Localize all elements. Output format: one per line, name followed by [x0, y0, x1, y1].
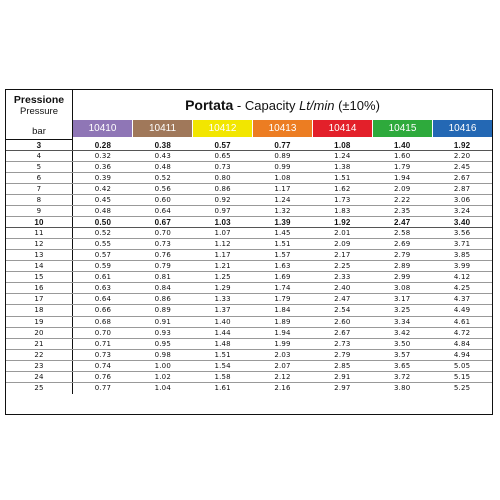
capacity-cell: 0.77 [274, 140, 291, 150]
table-row [6, 184, 492, 195]
table-row [6, 261, 492, 272]
capacity-cell: 4.94 [453, 350, 471, 359]
capacity-title-rest: - Capacity [233, 97, 300, 113]
capacity-cell: 0.77 [94, 384, 112, 393]
capacity-cell: 3.24 [453, 207, 471, 216]
capacity-cell: 2.69 [394, 240, 411, 249]
capacity-cell: 3.99 [453, 262, 471, 271]
capacity-cell: 0.73 [94, 350, 112, 359]
capacity-cell: 1.44 [214, 328, 231, 337]
capacity-cell: 1.37 [214, 306, 231, 315]
nozzle-header-10411: 10411 [133, 120, 192, 137]
capacity-cell: 0.80 [214, 174, 231, 183]
capacity-cell: 0.91 [154, 317, 171, 326]
capacity-cell: 1.84 [274, 306, 291, 315]
capacity-cell: 0.55 [94, 240, 112, 249]
table-row [6, 294, 492, 305]
capacity-cell: 1.61 [214, 384, 231, 393]
capacity-cell: 4.72 [453, 328, 471, 337]
capacity-cell: 4.61 [453, 317, 471, 326]
capacity-cell: 0.56 [154, 185, 171, 194]
pressure-cell: 8 [6, 195, 73, 205]
table-row [6, 217, 492, 228]
capacity-cell: 1.74 [274, 284, 291, 293]
capacity-cell: 1.99 [274, 339, 291, 348]
capacity-cell: 0.71 [94, 339, 112, 348]
capacity-cell: 0.48 [154, 163, 171, 172]
capacity-cell: 1.83 [334, 207, 351, 216]
table-row [6, 383, 492, 394]
capacity-cell: 1.32 [274, 207, 291, 216]
capacity-cell: 2.12 [274, 372, 291, 381]
capacity-cell: 1.12 [214, 240, 231, 249]
table-row [6, 239, 492, 250]
nozzle-header-10415: 10415 [373, 120, 432, 137]
nozzle-header-10416: 10416 [433, 120, 492, 137]
capacity-cell: 1.51 [334, 174, 351, 183]
capacity-cell: 0.79 [154, 262, 171, 271]
capacity-cell: 1.51 [274, 240, 291, 249]
capacity-cell: 0.39 [94, 174, 112, 183]
capacity-cell: 1.39 [274, 217, 291, 227]
pressure-cell: 5 [6, 162, 73, 172]
capacity-cell: 0.42 [94, 185, 112, 194]
capacity-cell: 2.16 [274, 384, 291, 393]
pressure-cell: 19 [6, 317, 73, 327]
capacity-cell: 1.92 [334, 217, 351, 227]
capacity-cell: 2.87 [453, 185, 471, 194]
capacity-cell: 1.62 [334, 185, 351, 194]
table-row [6, 151, 492, 162]
table-row [6, 272, 492, 283]
pressure-cell: 22 [6, 350, 73, 360]
capacity-cell: 0.95 [154, 339, 171, 348]
capacity-cell: 2.33 [334, 273, 351, 282]
capacity-cell: 2.73 [334, 339, 351, 348]
capacity-cell: 4.84 [453, 339, 471, 348]
table-row [6, 173, 492, 184]
pressure-cell: 18 [6, 305, 73, 315]
capacity-cell: 0.73 [154, 240, 171, 249]
pressure-cell: 4 [6, 151, 73, 161]
nozzle-header-10413: 10413 [253, 120, 312, 137]
capacity-cell: 3.80 [394, 384, 411, 393]
pressure-cell: 11 [6, 228, 73, 238]
capacity-cell: 3.08 [394, 284, 411, 293]
pressure-cell: 12 [6, 239, 73, 249]
capacity-cell: 0.28 [94, 140, 112, 150]
table-row [6, 195, 492, 206]
table-row [6, 361, 492, 372]
capacity-cell: 3.17 [394, 295, 411, 304]
capacity-cell: 1.58 [214, 372, 231, 381]
pressure-cell: 17 [6, 294, 73, 304]
capacity-cell: 1.79 [394, 163, 411, 172]
capacity-cell: 2.25 [334, 262, 351, 271]
capacity-cell: 0.92 [214, 196, 231, 205]
pressure-cell: 9 [6, 206, 73, 216]
table-row [6, 250, 492, 261]
capacity-cell: 0.52 [154, 174, 171, 183]
capacity-cell: 1.29 [214, 284, 231, 293]
pressure-cell: 24 [6, 372, 73, 382]
capacity-cell: 2.09 [334, 240, 351, 249]
nozzle-header-10410: 10410 [73, 120, 132, 137]
table-row [6, 317, 492, 328]
capacity-cell: 1.08 [274, 174, 291, 183]
capacity-cell: 0.65 [214, 152, 231, 161]
capacity-cell: 2.60 [334, 317, 351, 326]
table-row [6, 305, 492, 316]
capacity-cell: 0.86 [214, 185, 231, 194]
capacity-cell: 0.57 [94, 251, 112, 260]
nozzle-header-10414: 10414 [313, 120, 372, 137]
capacity-cell: 0.86 [154, 295, 171, 304]
capacity-title [73, 90, 492, 120]
capacity-cell: 3.40 [453, 217, 471, 227]
capacity-cell: 1.92 [453, 140, 471, 150]
capacity-cell: 5.25 [453, 384, 471, 393]
capacity-cell: 2.45 [453, 163, 471, 172]
capacity-cell: 1.48 [214, 339, 231, 348]
capacity-cell: 2.01 [334, 229, 351, 238]
capacity-cell: 0.93 [154, 328, 171, 337]
capacity-cell: 1.24 [274, 196, 291, 205]
table-row [6, 228, 492, 239]
capacity-cell: 1.17 [214, 251, 231, 260]
table-row [6, 372, 492, 383]
capacity-cell: 2.35 [394, 207, 411, 216]
capacity-cell: 0.70 [94, 328, 112, 337]
capacity-cell: 0.84 [154, 284, 171, 293]
capacity-cell: 4.12 [453, 273, 471, 282]
capacity-cell: 2.20 [453, 152, 471, 161]
capacity-cell: 3.50 [394, 339, 411, 348]
capacity-title-bold: Portata [185, 97, 234, 113]
capacity-cell: 2.91 [334, 372, 351, 381]
capacity-cell: 3.06 [453, 196, 471, 205]
nozzle-header-row [73, 120, 492, 137]
capacity-cell: 2.54 [334, 306, 351, 315]
table-row [6, 140, 492, 151]
capacity-cell: 1.94 [274, 328, 291, 337]
capacity-cell: 0.45 [94, 196, 112, 205]
capacity-cell: 1.79 [274, 295, 291, 304]
capacity-cell: 2.07 [274, 361, 291, 370]
capacity-cell: 0.73 [214, 163, 231, 172]
capacity-cell: 2.97 [334, 384, 351, 393]
capacity-cell: 1.00 [154, 361, 171, 370]
capacity-cell: 0.76 [154, 251, 171, 260]
capacity-cell: 0.76 [94, 372, 112, 381]
table-row [6, 206, 492, 217]
capacity-cell: 3.71 [453, 240, 471, 249]
capacity-cell: 1.54 [214, 361, 231, 370]
capacity-cell: 1.45 [274, 229, 291, 238]
capacity-cell: 1.40 [394, 140, 411, 150]
pressure-cell: 15 [6, 272, 73, 282]
capacity-cell: 4.37 [453, 295, 471, 304]
pressure-cell: 7 [6, 184, 73, 194]
capacity-cell: 0.32 [94, 152, 112, 161]
pressure-title-en: Pressure [19, 106, 58, 117]
capacity-cell: 3.57 [394, 350, 411, 359]
capacity-cell: 2.03 [274, 350, 291, 359]
capacity-cell: 2.22 [394, 196, 411, 205]
nozzle-header-10412: 10412 [193, 120, 252, 137]
pressure-cell: 3 [6, 140, 73, 150]
capacity-cell: 1.04 [154, 384, 171, 393]
capacity-cell: 2.17 [334, 251, 351, 260]
capacity-cell: 0.89 [274, 152, 291, 161]
capacity-cell: 3.85 [453, 251, 471, 260]
table-body [6, 140, 492, 414]
capacity-cell: 0.67 [154, 217, 171, 227]
capacity-cell: 2.89 [394, 262, 411, 271]
pressure-cell: 13 [6, 250, 73, 260]
capacity-cell: 1.03 [214, 217, 231, 227]
capacity-cell: 1.60 [394, 152, 411, 161]
capacity-cell: 0.74 [94, 361, 112, 370]
capacity-cell: 4.49 [453, 306, 471, 315]
capacity-cell: 1.89 [274, 317, 291, 326]
capacity-cell: 2.79 [394, 251, 411, 260]
capacity-cell: 1.24 [334, 152, 351, 161]
capacity-cell: 1.08 [334, 140, 351, 150]
capacity-cell: 5.15 [453, 372, 471, 381]
capacity-cell: 1.33 [214, 295, 231, 304]
capacity-cell: 1.07 [214, 229, 231, 238]
capacity-cell: 1.40 [214, 317, 231, 326]
capacity-cell: 1.57 [274, 251, 291, 260]
capacity-cell: 5.05 [453, 361, 471, 370]
table-row [6, 328, 492, 339]
capacity-cell: 4.25 [453, 284, 471, 293]
capacity-cell: 0.66 [94, 306, 112, 315]
capacity-title-unit: Lt/min [299, 97, 335, 113]
pressure-cell: 23 [6, 361, 73, 371]
capacity-cell: 3.65 [394, 361, 411, 370]
pressure-cell: 6 [6, 173, 73, 183]
capacity-cell: 3.42 [394, 328, 411, 337]
capacity-cell: 0.99 [274, 163, 291, 172]
table-row [6, 283, 492, 294]
capacity-cell: 0.52 [94, 229, 112, 238]
capacity-cell: 2.58 [394, 229, 411, 238]
capacity-cell: 0.59 [94, 262, 112, 271]
capacity-cell: 2.67 [334, 328, 351, 337]
capacity-table [5, 89, 493, 415]
capacity-cell: 0.68 [94, 317, 112, 326]
capacity-cell: 0.43 [154, 152, 171, 161]
pressure-unit: bar [32, 126, 46, 137]
table-row [6, 350, 492, 361]
capacity-cell: 3.56 [453, 229, 471, 238]
table-row [6, 339, 492, 350]
capacity-cell: 0.50 [94, 217, 112, 227]
capacity-cell: 3.34 [394, 317, 411, 326]
capacity-cell: 3.25 [394, 306, 411, 315]
pressure-cell: 16 [6, 283, 73, 293]
capacity-cell: 1.94 [394, 174, 411, 183]
capacity-cell: 0.48 [94, 207, 112, 216]
capacity-cell: 0.81 [154, 273, 171, 282]
capacity-cell: 2.09 [394, 185, 411, 194]
capacity-cell: 1.63 [274, 262, 291, 271]
capacity-cell: 1.73 [334, 196, 351, 205]
pressure-cell: 21 [6, 339, 73, 349]
capacity-cell: 0.70 [154, 229, 171, 238]
capacity-title-tolerance: (±10%) [334, 97, 380, 113]
pressure-cell: 10 [6, 217, 73, 227]
capacity-cell: 2.47 [334, 295, 351, 304]
pressure-cell: 20 [6, 328, 73, 338]
capacity-cell: 0.97 [214, 207, 231, 216]
capacity-cell: 2.79 [334, 350, 351, 359]
capacity-cell: 0.38 [154, 140, 171, 150]
capacity-cell: 0.36 [94, 163, 112, 172]
pressure-column-header [6, 90, 73, 140]
capacity-cell: 0.64 [154, 207, 171, 216]
capacity-cell: 0.60 [154, 196, 171, 205]
capacity-cell: 2.67 [453, 174, 471, 183]
capacity-cell: 0.64 [94, 295, 112, 304]
capacity-cell: 0.89 [154, 306, 171, 315]
capacity-cell: 3.72 [394, 372, 411, 381]
table-row [6, 162, 492, 173]
capacity-cell: 2.99 [394, 273, 411, 282]
capacity-cell: 0.63 [94, 284, 112, 293]
capacity-cell: 1.38 [334, 163, 351, 172]
capacity-cell: 2.85 [334, 361, 351, 370]
capacity-cell: 1.02 [154, 372, 171, 381]
capacity-cell: 2.47 [394, 217, 411, 227]
capacity-cell: 1.25 [214, 273, 231, 282]
capacity-cell: 0.98 [154, 350, 171, 359]
capacity-cell: 2.40 [334, 284, 351, 293]
capacity-cell: 1.17 [274, 185, 291, 194]
capacity-cell: 0.61 [94, 273, 112, 282]
capacity-cell: 1.51 [214, 350, 231, 359]
pressure-cell: 25 [6, 383, 73, 394]
pressure-cell: 14 [6, 261, 73, 271]
pressure-title-it: Pressione [13, 94, 65, 106]
capacity-cell: 1.21 [214, 262, 231, 271]
capacity-cell: 1.69 [274, 273, 291, 282]
capacity-cell: 0.57 [214, 140, 231, 150]
